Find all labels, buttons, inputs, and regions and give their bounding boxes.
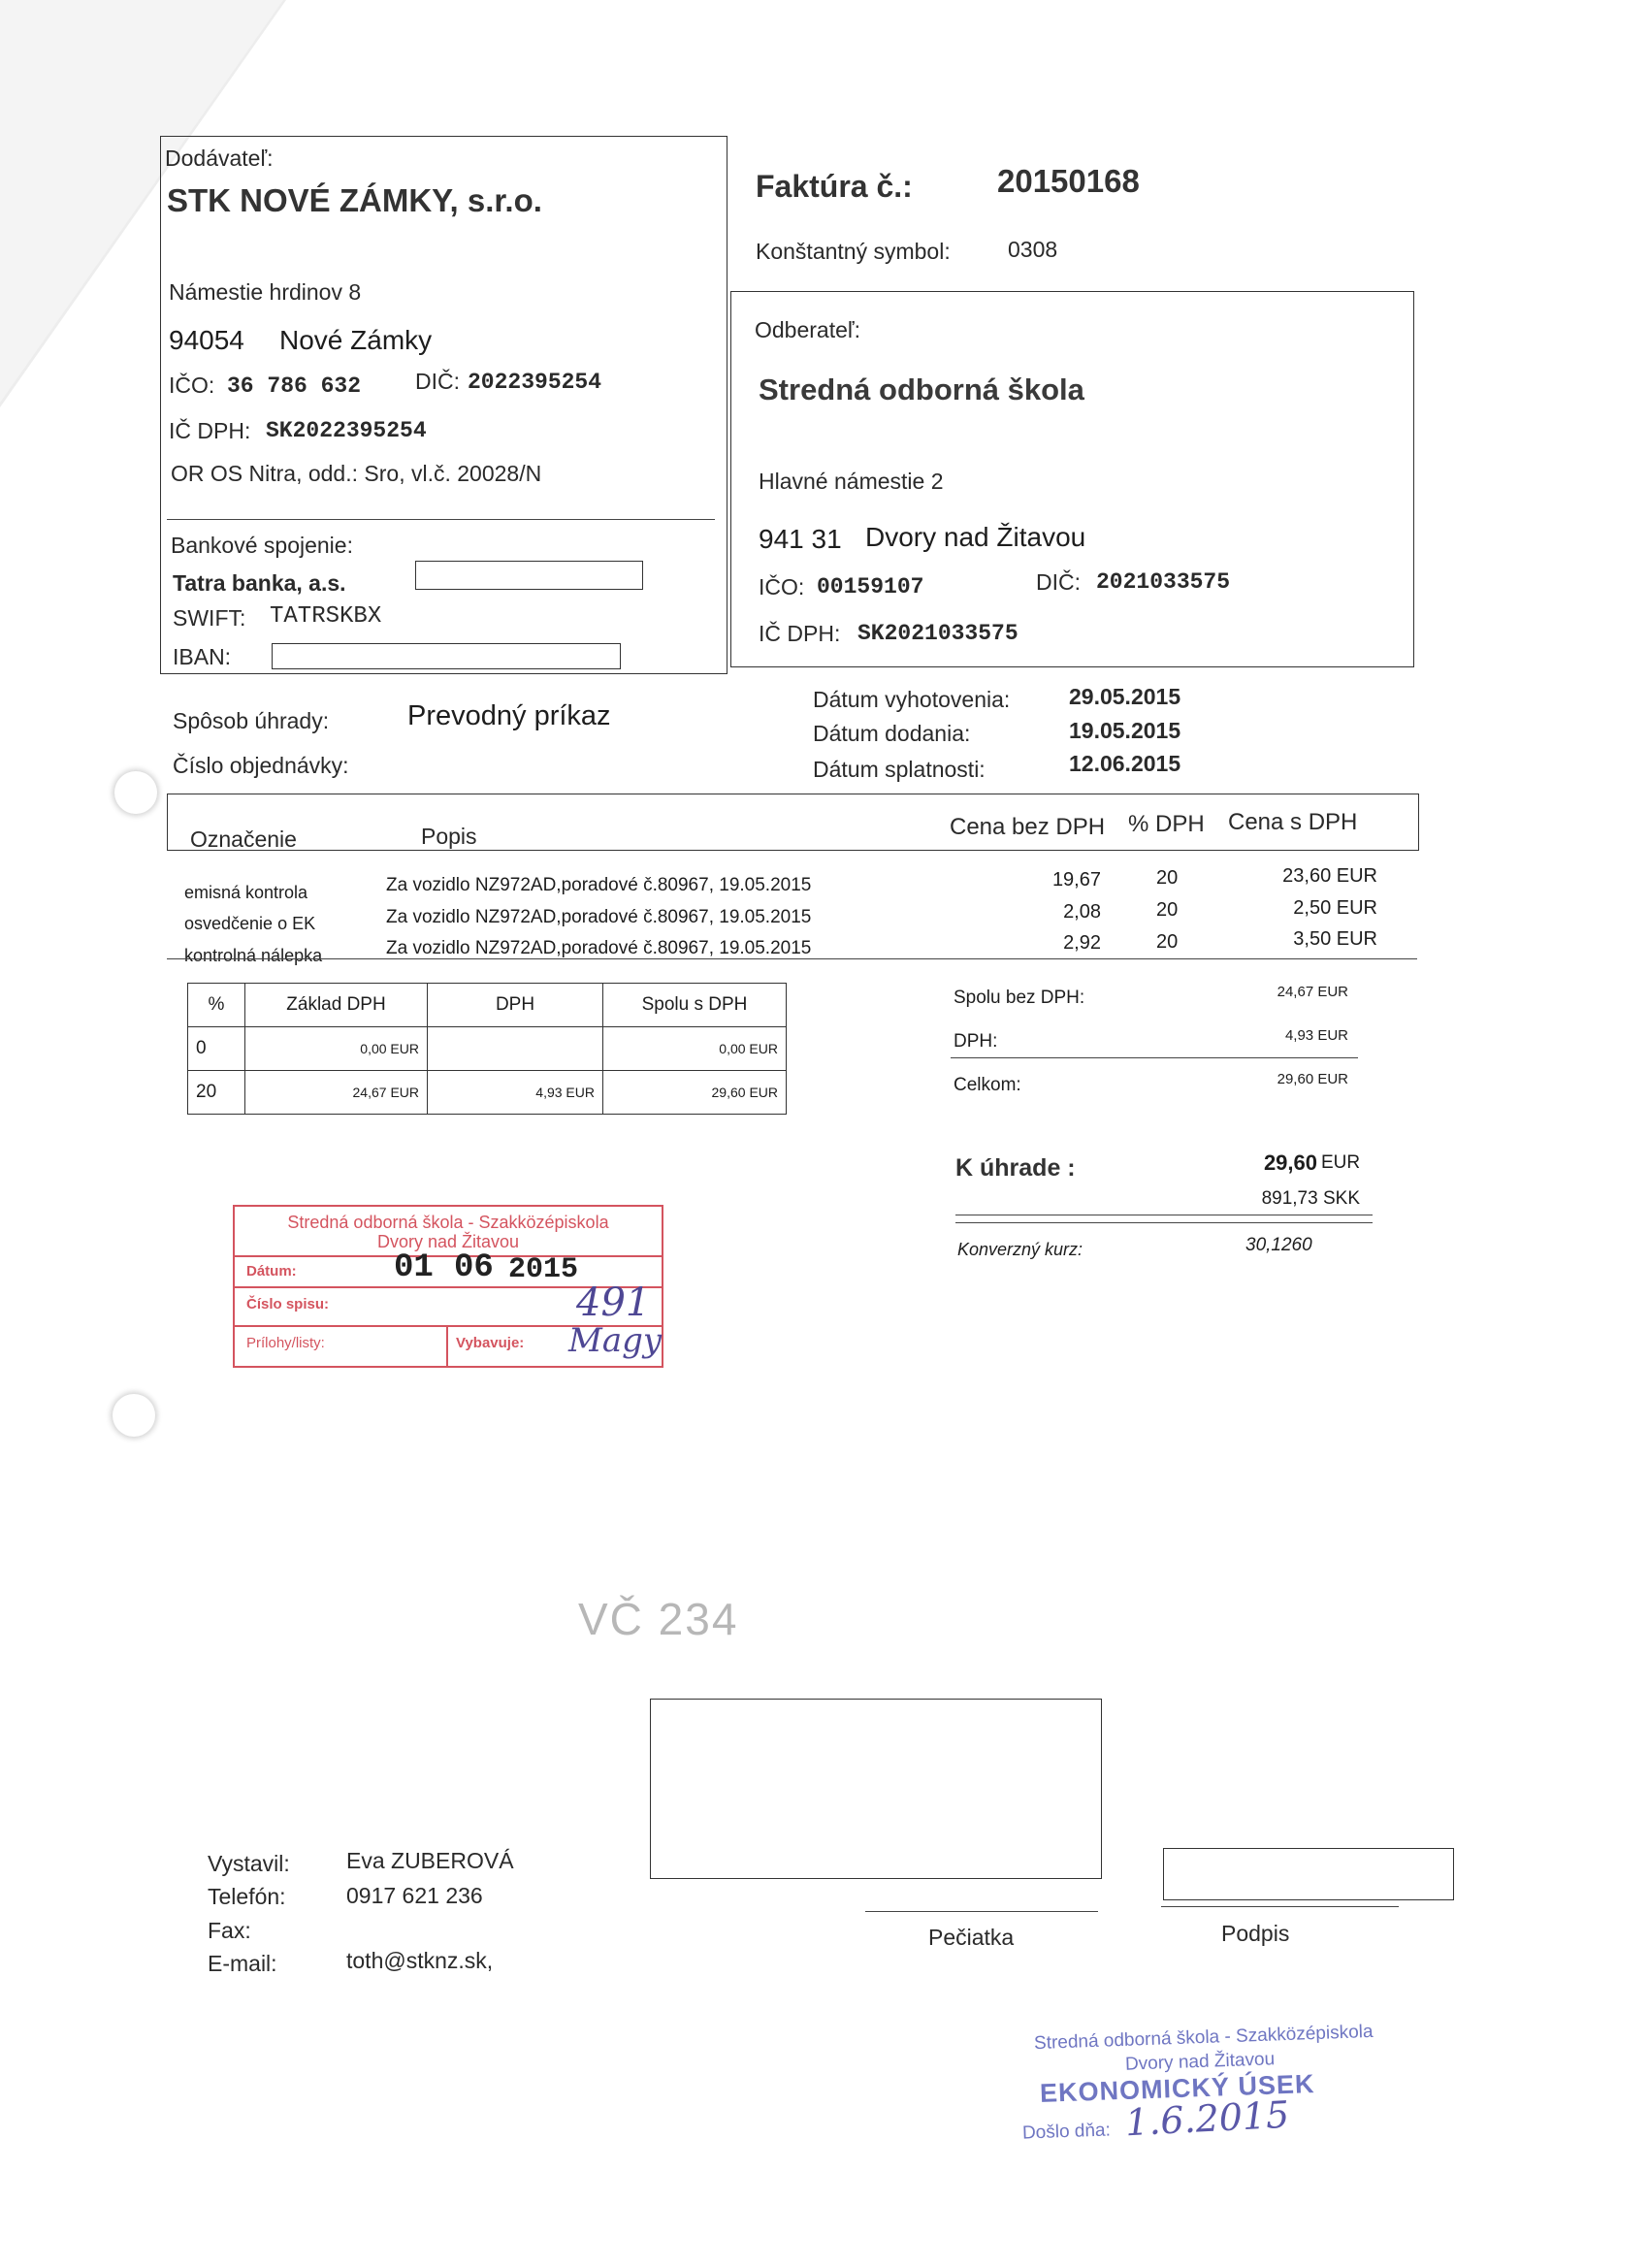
date-due-label: Dátum splatnosti: [813, 757, 986, 782]
stamp-label: Pečiatka [928, 1925, 1015, 1950]
vat-cell: 0 [188, 1027, 245, 1071]
invoice-number: 20150168 [997, 163, 1140, 199]
order-number-label: Číslo objednávky: [173, 753, 349, 778]
signature-label: Podpis [1221, 1921, 1290, 1946]
customer-ico: 00159107 [817, 574, 924, 599]
customer-street: Hlavné námestie 2 [759, 469, 944, 494]
email: toth@stknz.sk, [346, 1948, 494, 1973]
item-net: 2,92 [1063, 932, 1101, 954]
handwritten-note: VČ 234 [578, 1594, 739, 1644]
issued-by: Eva ZUBEROVÁ [346, 1848, 514, 1873]
supplier-ico: 36 786 632 [227, 373, 362, 399]
supplier-dic-label: DIČ: [415, 369, 460, 394]
supplier-label: Dodávateľ: [165, 146, 274, 171]
stamp-subtitle: Dvory nad Žitavou [376, 1232, 520, 1251]
vat-cell: 0,00 EUR [603, 1027, 787, 1071]
payment-method-label: Spôsob úhrady: [173, 708, 330, 733]
supplier-zip: 94054 [169, 325, 244, 355]
customer-icdph-label: IČ DPH: [759, 621, 841, 646]
fax-label: Fax: [208, 1918, 251, 1943]
customer-name: Stredná odborná škola [759, 373, 1084, 406]
const-symbol: 0308 [1008, 237, 1058, 262]
stamp-title: Stredná odborná škola - Szakközépiskola [287, 1213, 609, 1232]
supplier-dic: 2022395254 [468, 370, 602, 395]
item-net: 2,08 [1063, 901, 1101, 923]
amount-due-currency: EUR [1321, 1152, 1361, 1173]
col-desc: Popis [421, 824, 477, 849]
econ-stamp-line3: EKONOMICKÝ ÚSEK [1039, 2069, 1315, 2108]
vat-cell: 24,67 EUR [245, 1071, 428, 1115]
supplier-register: OR OS Nitra, odd.: Sro, vl.č. 20028/N [171, 461, 542, 486]
item-vat: 20 [1156, 867, 1179, 889]
date-delivered: 19.05.2015 [1069, 718, 1181, 743]
total-net-label: Spolu bez DPH: [954, 988, 1085, 1008]
supplier-name: STK NOVÉ ZÁMKY, s.r.o. [167, 182, 542, 218]
const-symbol-label: Konštantný symbol: [756, 239, 951, 264]
item-gross: 3,50 EUR [1293, 928, 1377, 950]
vat-cell: 4,93 EUR [428, 1071, 603, 1115]
econ-stamp-received-label: Došlo dňa: [1021, 2120, 1112, 2144]
date-issued-label: Dátum vyhotovenia: [813, 687, 1011, 712]
total-value: 29,60 EUR [1277, 1071, 1348, 1087]
item-code: emisná kontrola [184, 883, 308, 902]
vat-cell: 29,60 EUR [603, 1071, 787, 1115]
conversion-rate-label: Konverzný kurz: [957, 1240, 1083, 1259]
customer-ico-label: IČO: [759, 574, 805, 599]
swift-code: TATRSKBX [270, 603, 382, 630]
econ-stamp-line2: Dvory nad Žitavou [1124, 2049, 1276, 2075]
punch-hole [114, 771, 157, 814]
econ-stamp-line1: Stredná odborná škola - Szakközépiskola [1033, 2021, 1374, 2055]
amount-due-skk: 891,73 SKK [1261, 1188, 1360, 1209]
col-vat: % DPH [1128, 811, 1205, 837]
items-bottom-line [167, 958, 1417, 959]
vat-summary-table [187, 983, 787, 1115]
item-gross: 2,50 EUR [1293, 897, 1377, 919]
econ-stamp-received-date: 1.6.2015 [1123, 2092, 1291, 2145]
vat-header: % [188, 984, 245, 1027]
stamp-box [650, 1699, 1102, 1879]
vat-header: Základ DPH [245, 984, 428, 1027]
col-code: Označenie [190, 826, 297, 852]
vat-header: Spolu s DPH [603, 984, 787, 1027]
stamp-date-year: 2015 [508, 1253, 579, 1286]
phone: 0917 621 236 [346, 1883, 483, 1908]
stamp-handler-signature: Magy [568, 1321, 663, 1360]
supplier-street: Námestie hrdinov 8 [169, 279, 362, 305]
stamp-date-month: 06 [454, 1249, 494, 1286]
amount-due-label: K úhrade : [955, 1154, 1076, 1182]
conversion-rate: 30,1260 [1245, 1235, 1312, 1255]
customer-label: Odberateľ: [755, 317, 860, 342]
customer-dic-label: DIČ: [1036, 569, 1081, 595]
item-desc: Za vozidlo NZ972AD,poradové č.80967, 19.05.2015 [386, 938, 812, 958]
email-label: E-mail: [208, 1951, 277, 1976]
total-vat-label: DPH: [954, 1031, 998, 1052]
item-desc: Za vozidlo NZ972AD,poradové č.80967, 19.05.2015 [386, 875, 812, 895]
date-due: 12.06.2015 [1069, 751, 1181, 776]
date-issued: 29.05.2015 [1069, 684, 1181, 709]
issued-by-label: Vystavil: [208, 1851, 290, 1876]
school-registry-stamp [233, 1205, 663, 1368]
item-code: osvedčenie o EK [184, 914, 316, 933]
iban-label: IBAN: [173, 644, 232, 669]
customer-zip: 941 31 [759, 524, 842, 554]
col-gross: Cena s DPH [1228, 809, 1358, 835]
item-gross: 23,60 EUR [1282, 865, 1377, 887]
item-desc: Za vozidlo NZ972AD,poradové č.80967, 19.05.2015 [386, 907, 812, 927]
customer-city: Dvory nad Žitavou [865, 522, 1086, 552]
supplier-icdph: SK2022395254 [266, 418, 427, 443]
vat-cell: 0,00 EUR [245, 1027, 428, 1071]
phone-label: Telefón: [208, 1884, 286, 1909]
col-net: Cena bez DPH [950, 814, 1106, 840]
item-code: kontrolná nálepka [184, 946, 323, 965]
stamp-handler-label: Vybavuje: [456, 1335, 525, 1351]
payment-method: Prevodný príkaz [407, 700, 611, 731]
vat-cell: 20 [188, 1071, 245, 1115]
customer-icdph: SK2021033575 [857, 621, 1018, 646]
iban-box [272, 643, 621, 669]
signature-box [1163, 1848, 1454, 1900]
invoice-title: Faktúra č.: [756, 169, 913, 204]
supplier-city: Nové Zámky [279, 325, 433, 355]
swift-label: SWIFT: [173, 605, 246, 631]
item-vat: 20 [1156, 931, 1179, 953]
vat-header: DPH [428, 984, 603, 1027]
total-vat: 4,93 EUR [1284, 1027, 1348, 1044]
stamp-attachments-label: Prílohy/listy: [246, 1335, 325, 1351]
stamp-file-label: Číslo spisu: [246, 1296, 330, 1312]
table-row [188, 1027, 787, 1071]
customer-dic: 2021033575 [1096, 569, 1231, 595]
amount-due: 29,60 [1263, 1150, 1317, 1175]
total-net: 24,67 EUR [1277, 984, 1348, 1000]
stamp-file-number: 491 [576, 1280, 651, 1325]
table-row [188, 1071, 787, 1115]
item-net: 19,67 [1051, 869, 1101, 891]
supplier-icdph-label: IČ DPH: [169, 418, 251, 443]
bank-account-box [415, 561, 643, 590]
stamp-date-day: 01 [394, 1249, 434, 1286]
bank-label: Bankové spojenie: [171, 533, 353, 558]
supplier-ico-label: IČO: [169, 373, 215, 398]
vat-cell [428, 1027, 603, 1071]
item-vat: 20 [1156, 899, 1179, 921]
stamp-date-label: Dátum: [246, 1263, 297, 1280]
punch-hole [113, 1394, 155, 1437]
total-label: Celkom: [954, 1075, 1021, 1095]
date-delivered-label: Dátum dodania: [813, 721, 971, 746]
bank-name: Tatra banka, a.s. [173, 570, 346, 596]
table-row [188, 984, 787, 1027]
